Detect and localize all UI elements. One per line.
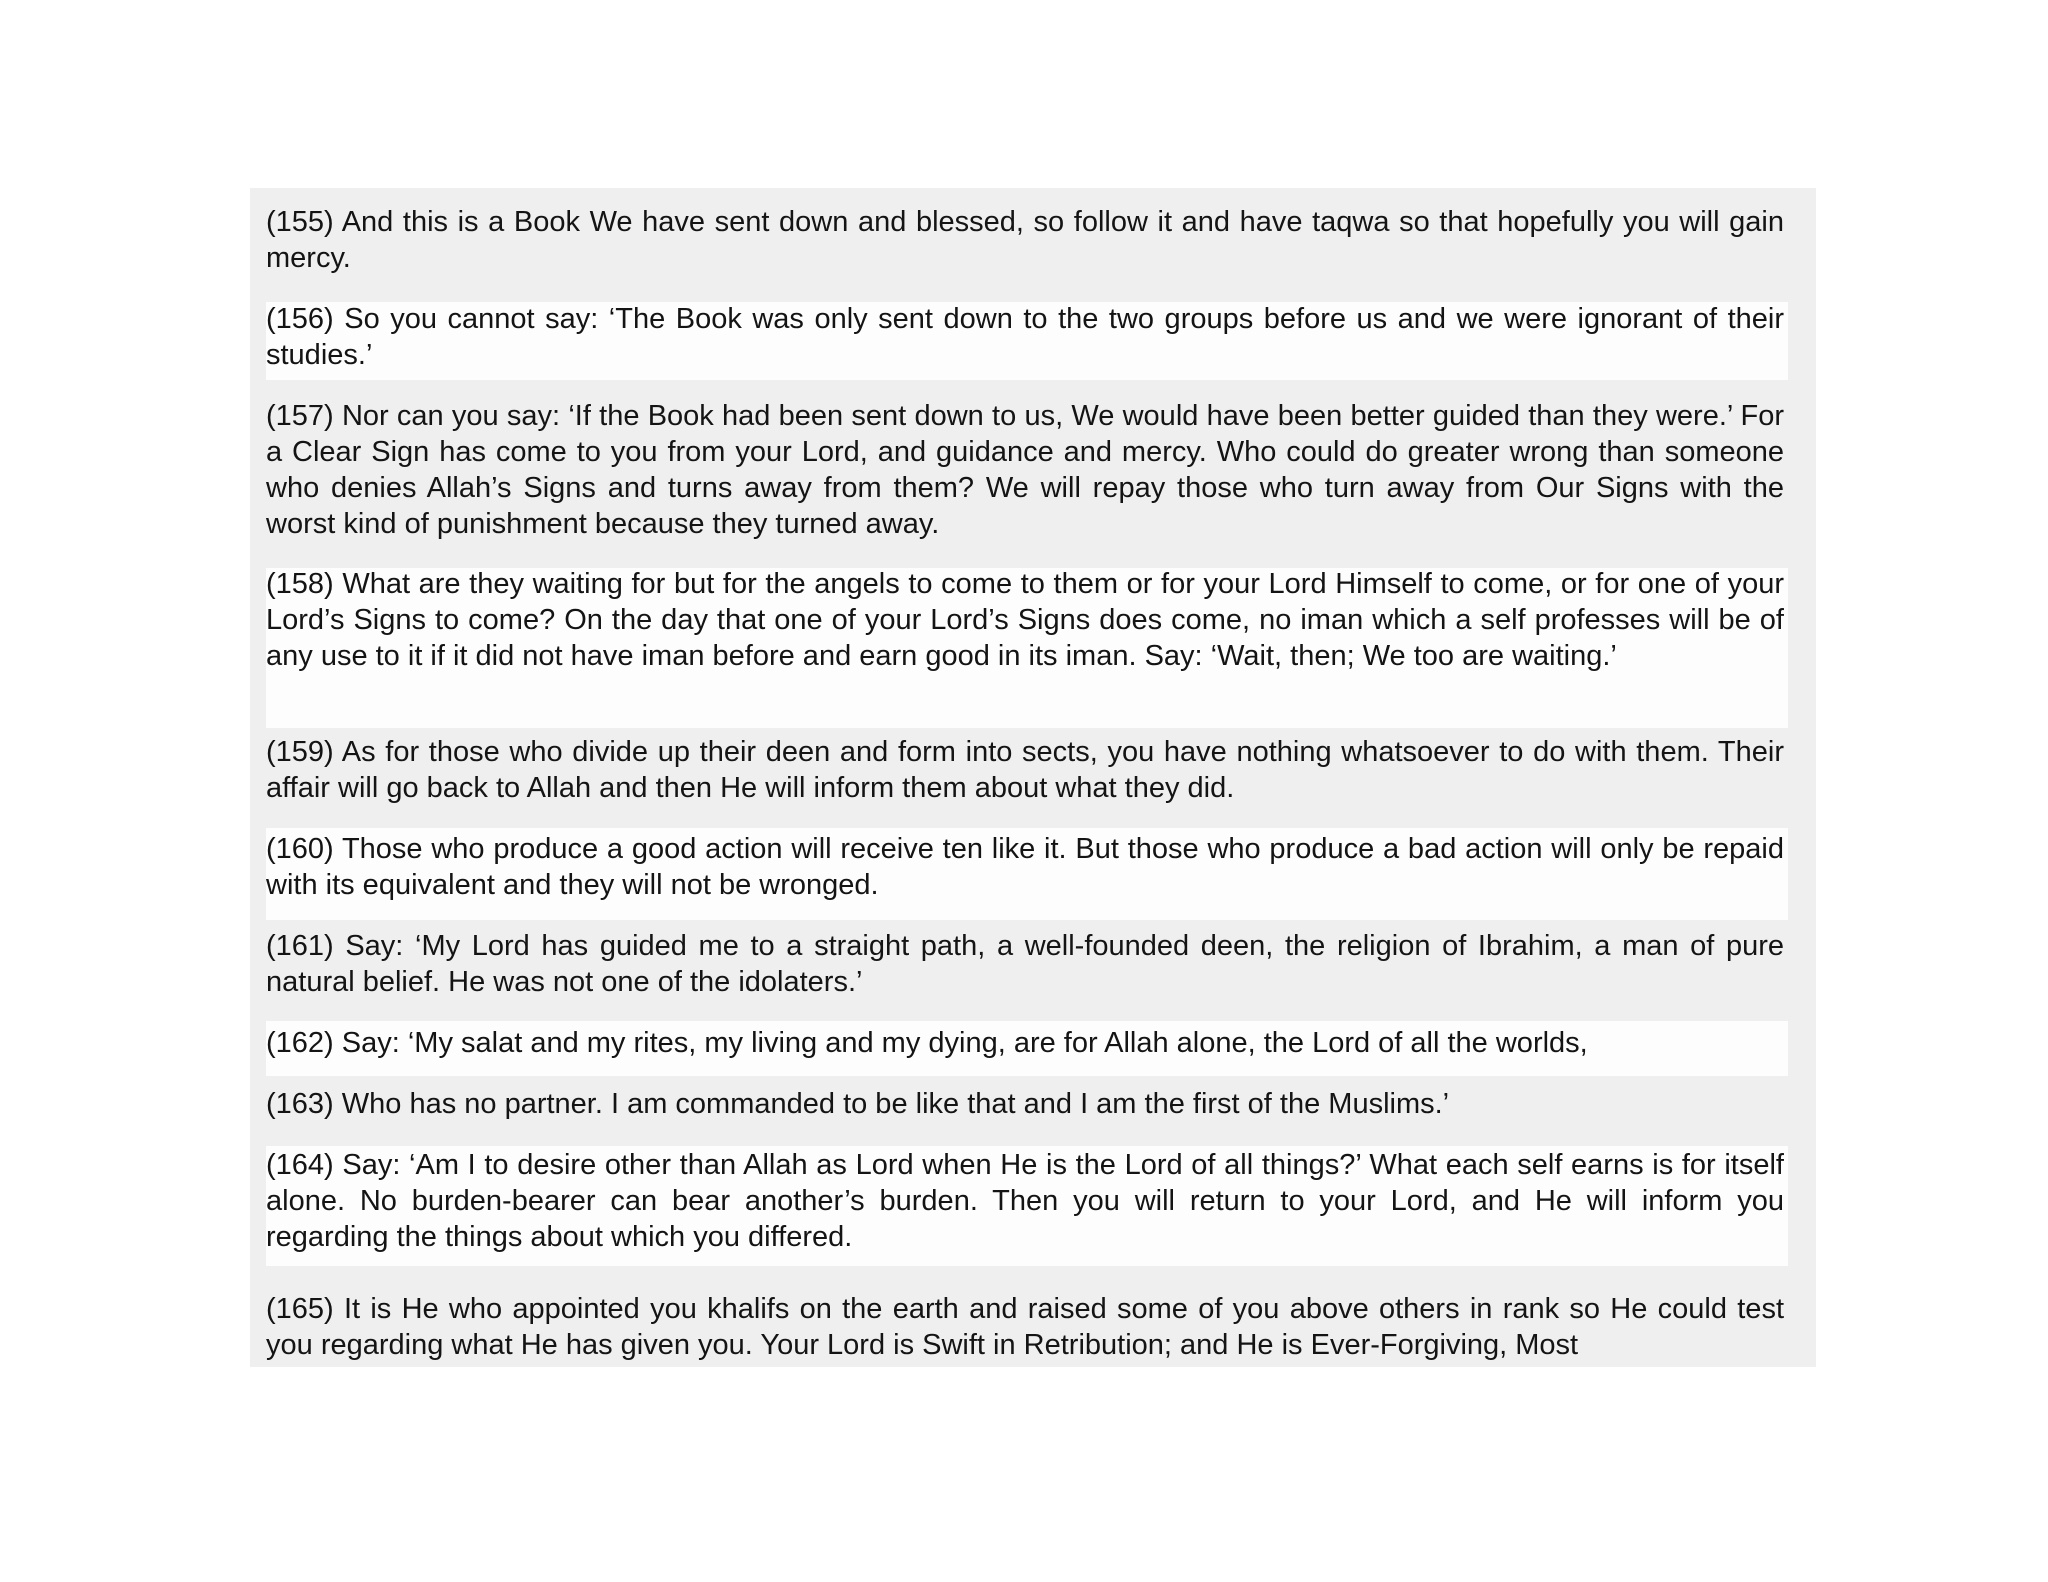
verse-160: (160) Those who produce a good action will receive ten like it. But those who produce a bad action will only be repaid with its equivalent and they will not be wronged. — [266, 833, 1784, 901]
verse-156: (156) So you cannot say: ‘The Book was only sent down to the two groups before us and we were ignorant of their studies.’ — [266, 303, 1784, 371]
verse-161: (161) Say: ‘My Lord has guided me to a straight path, a well-founded deen, the religion of Ibrahim, a man of pure natural belief. He was not one of the idolaters.’ — [266, 930, 1784, 998]
verse-162: (162) Say: ‘My salat and my rites, my living and my dying, are for Allah alone, the Lord of all the worlds, — [266, 1027, 1588, 1059]
verse-165: (165) It is He who appointed you khalifs on the earth and raised some of you above others in rank so He could test you regarding what He has given you. Your Lord is Swift in Retribution; and He is Ever-Forgiving, Most — [266, 1293, 1784, 1361]
verse-164: (164) Say: ‘Am I to desire other than Allah as Lord when He is the Lord of all things?’ What each self earns is for itself alone. No burden-bearer can bear another’s burden. Then you will return to your Lord, and He will inform you regarding the things about which you differed. — [266, 1149, 1784, 1253]
verse-158: (158) What are they waiting for but for the angels to come to them or for your Lord Himself to come, or for one of your Lord’s Signs to come? On the day that one of your Lord’s Signs does come, no iman which a self professes will be of any use to it if it did not have iman before and earn good in its iman. Say: ‘Wait, then; We too are waiting.’ — [266, 568, 1784, 672]
verse-panel — [250, 188, 1816, 1367]
verse-157: (157) Nor can you say: ‘If the Book had been sent down to us, We would have been better guided than they were.’ For a Clear Sign has come to you from your Lord, and guidance and mercy. Who could do greater wrong than someone who denies Allah’s Signs and turns away from them? We will repay those who turn away from Our Signs with the worst kind of punishment because they turned away. — [266, 400, 1784, 540]
verse-155: (155) And this is a Book We have sent down and blessed, so follow it and have taqwa so that hopefully you will gain mercy. — [266, 206, 1784, 274]
verse-163: (163) Who has no partner. I am commanded to be like that and I am the first of the Muslims.’ — [266, 1088, 1450, 1120]
verse-159: (159) As for those who divide up their deen and form into sects, you have nothing whatsoever to do with them. Their affair will go back to Allah and then He will inform them about what they did. — [266, 736, 1784, 804]
